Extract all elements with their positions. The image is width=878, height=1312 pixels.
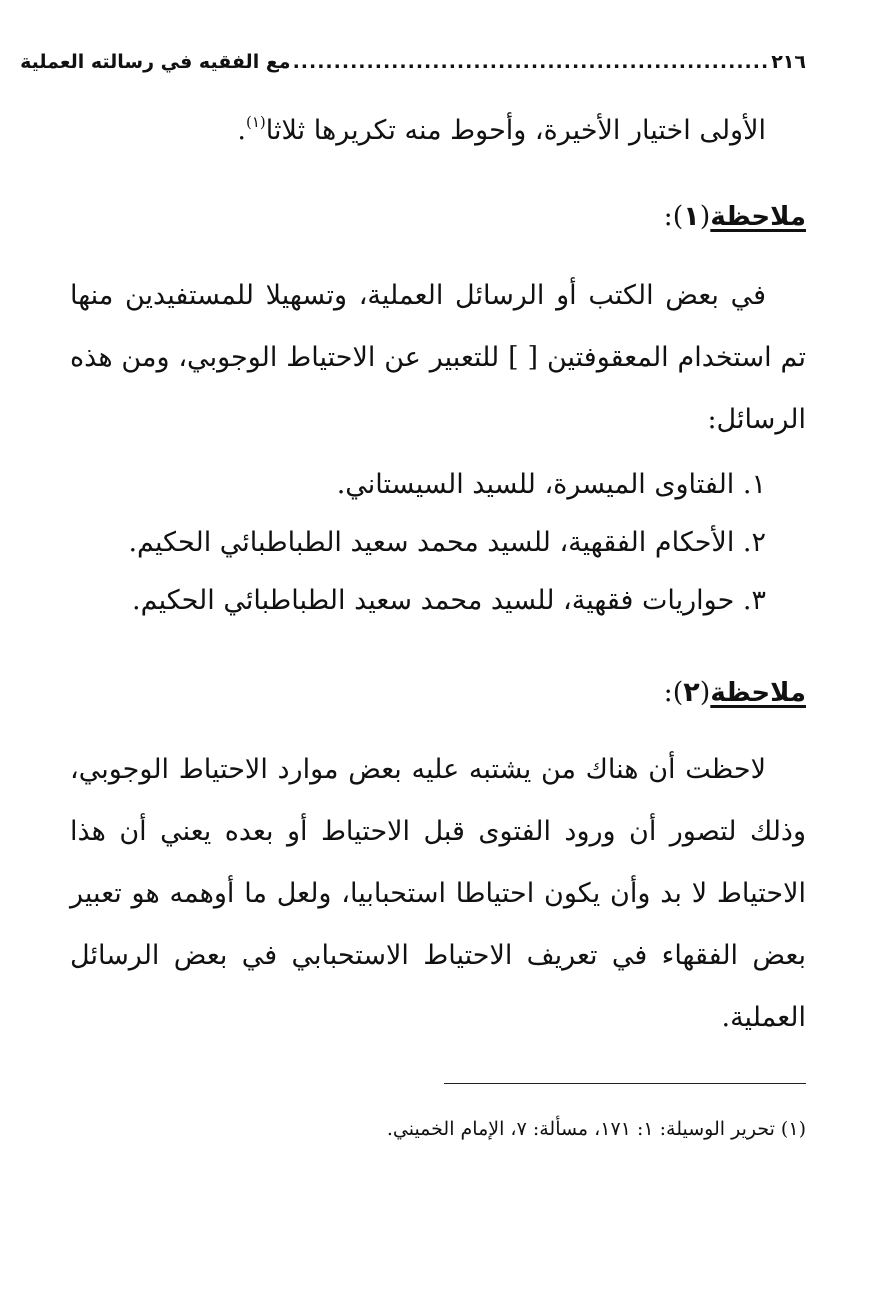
note-1-label: ملاحظة [710,202,806,232]
footnote: (١) تحرير الوسيلة: ١: ١٧١، مسألة: ٧، الإمام الخميني. [386,1118,806,1140]
note-1-paragraph: في بعض الكتب أو الرسائل العملية، وتسهيلا للمستفيدين منها تم استخدام المعقوفتين [ ] للتعبير عن الاحتياط الوجوبي، ومن هذه الرسائل: [70,280,806,435]
note-1-heading [664,192,806,242]
note-1-close: ): [663,201,684,232]
intro-text: الأولى اختيار الأخيرة، وأحوط منه تكريرها ثلاثا [265,115,766,146]
note-2-number: ٢ [683,677,700,708]
running-title: مع الفقيه في رسالته العملية [20,51,291,73]
intro-end-punctuation: . [237,115,246,146]
footnote-reference: (١) [246,113,266,131]
list-item: ٣. حواريات فقهية، للسيد محمد سعيد الطباطبائي الحكيم. [132,585,766,616]
note-1-number: ١ [683,201,700,232]
intro-paragraph [70,100,806,162]
note-1-open-paren: ( [699,201,711,232]
list-item: ١. الفتاوى الميسرة، للسيد السيستاني. [336,469,766,500]
note-2-open-paren: ( [699,677,711,708]
note-2-label: ملاحظة [710,678,806,708]
running-header [20,44,806,80]
footnote-separator [444,1083,806,1084]
book-page [20,0,806,1312]
note-2-heading [664,668,806,718]
list-item: ٢. الأحكام الفقهية، للسيد محمد سعيد الطباطبائي الحكيم. [128,527,766,558]
note-1-list [70,456,806,630]
header-leader-dots: .......................................................... [292,51,770,73]
note-2-close: ): [663,677,684,708]
page-number: ٢١٦ [771,51,806,73]
note-2-paragraph: لاحظت أن هناك من يشتبه عليه بعض موارد الاحتياط الوجوبي، وذلك لتصور أن ورود الفتوى قبل الاحتياط أو بعده يعني أن هذا الاحتياط لا بد وأن يكون احتياطا استحبابيا، ولعل ما أوهمه هو تعبير بعض الفقهاء في تعريف الاحتياط الاستحبابي في بعض الرسائل العملية. [70,754,806,1033]
